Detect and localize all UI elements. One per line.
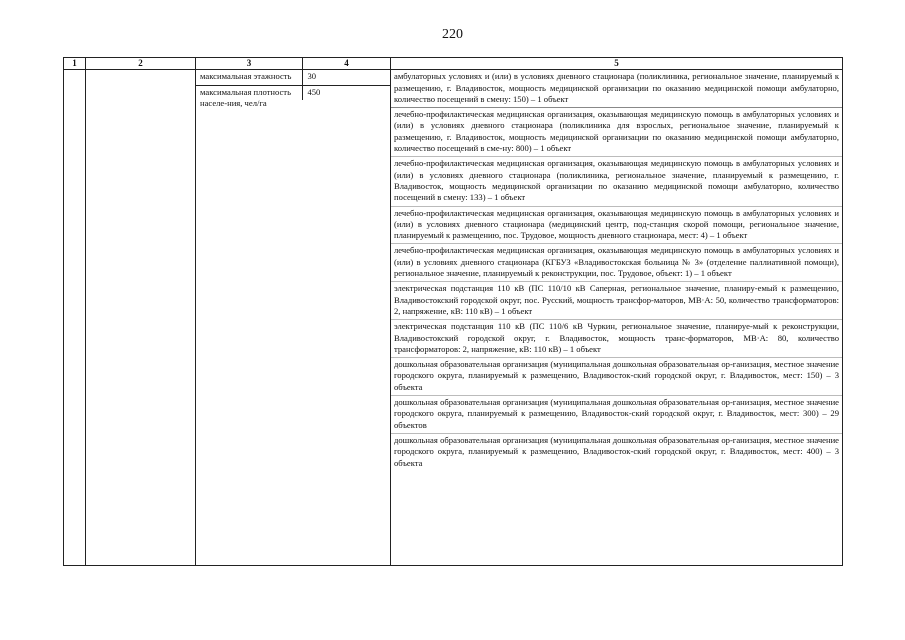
- parameter-row: [196, 86, 390, 108]
- page-number: 220: [442, 27, 463, 42]
- object-item: дошкольная образовательная организация (муниципальная дошкольная образовательная ор-ганизация, местное значение городского округа, планируемый к размещению, Владивосток-ский городской округ, г. Владивосток, мест: 150) – 3 объекта: [391, 358, 842, 396]
- cell-col-1: [64, 70, 86, 566]
- parameter-value: 30: [302, 70, 390, 84]
- object-item: дошкольная образовательная организация (муниципальная дошкольная образовательная ор-ганизация, местное значение городского округа, планируемый к размещению, Владивосток-ский городской округ, г. Владивосток, мест: 300) – 29 объектов: [391, 396, 842, 434]
- parameter-name: максимальная этажность: [200, 71, 292, 82]
- parameters-cell: [196, 70, 391, 566]
- column-header-5: 5: [391, 58, 843, 70]
- parameter-row: [196, 70, 390, 85]
- objects-cell: [391, 70, 843, 566]
- column-header-2: 2: [86, 58, 196, 70]
- column-header-3: 3: [196, 58, 303, 70]
- table-header-row: [64, 58, 843, 70]
- column-header-1: 1: [64, 58, 86, 70]
- object-item: лечебно-профилактическая медицинская организация, оказывающая медицинскую помощь в амбулаторных условиях и (или) в условиях дневного стационара (медицинский центр, под-станция скорой помощи, региональное значение, планируемый к размещению, пос. Трудовое, мощность дневного стационара, мест: 4) – 1 объект: [391, 207, 842, 245]
- column-header-4: 4: [303, 58, 391, 70]
- object-item: лечебно-профилактическая медицинская организация, оказывающая медицинскую помощь в амбулаторных условиях и (или) в условиях дневного стационара (поликлиника для взрослых, региональное значение, планируемый к размещению, г. Владивосток, мощность медицинской организации по оказанию медицинской помощи амбулаторно, количество посещений в сме-ну: 800) – 1 объект: [391, 108, 842, 157]
- document-table: [63, 57, 843, 566]
- parameter-name: максимальная плотность населе-ния, чел/га: [200, 86, 291, 108]
- object-item: электрическая подстанция 110 кВ (ПС 110/10 кВ Саперная, региональное значение, планиру-емый к размещению, Владивостокский городской округ, пос. Русский, мощность трансфор-маторов, МВ·А: 50, количество трансформаторов: 2, напряжение, кВ: 110 кВ) – 1 объект: [391, 282, 842, 320]
- table-row: [64, 70, 843, 566]
- object-item: электрическая подстанция 110 кВ (ПС 110/6 кВ Чуркин, региональное значение, планируе-мый к реконструкции, Владивостокский городской округ, г. Владивосток, мощность транс-форматоров, МВ·А: 80, количество трансформаторов: 2, напряжение, кВ: 110 кВ) – 1 объект: [391, 320, 842, 358]
- object-item: лечебно-профилактическая медицинская организация, оказывающая медицинскую помощь в амбулаторных условиях и (или) в условиях дневного стационара (поликлиника, региональное значение, планируемый к размещению, г. Владивосток, мощность медицинской организации по оказанию медицинской помощи амбулаторно, количество посещений в смену: 133) – 1 объект: [391, 157, 842, 206]
- cell-col-2: [86, 70, 196, 566]
- parameter-value: 450: [302, 86, 390, 100]
- object-item: лечебно-профилактическая медицинская организация, оказывающая медицинскую помощь в амбулаторных условиях и (или) в условиях дневного стационара (КГБУЗ «Владивостокская больница № 3» (отделение паллиативной помощи), региональное значение, планируемый к реконструкции, пос. Трудовое, объект: 1) – 1 объект: [391, 244, 842, 282]
- object-item: амбулаторных условиях и (или) в условиях дневного стационара (поликлиника, региональное значение, планируемый к размещению, г. Владивосток, мощность медицинской организации по оказанию медицинской помощи амбулаторно, количество посещений в смену: 150) – 1 объект: [391, 70, 842, 108]
- object-item: дошкольная образовательная организация (муниципальная дошкольная образовательная ор-ганизация, местное значение городского округа, планируемый к размещению, Владивосток-ский городской округ, г. Владивосток, мест: 400) – 3 объекта: [394, 434, 839, 468]
